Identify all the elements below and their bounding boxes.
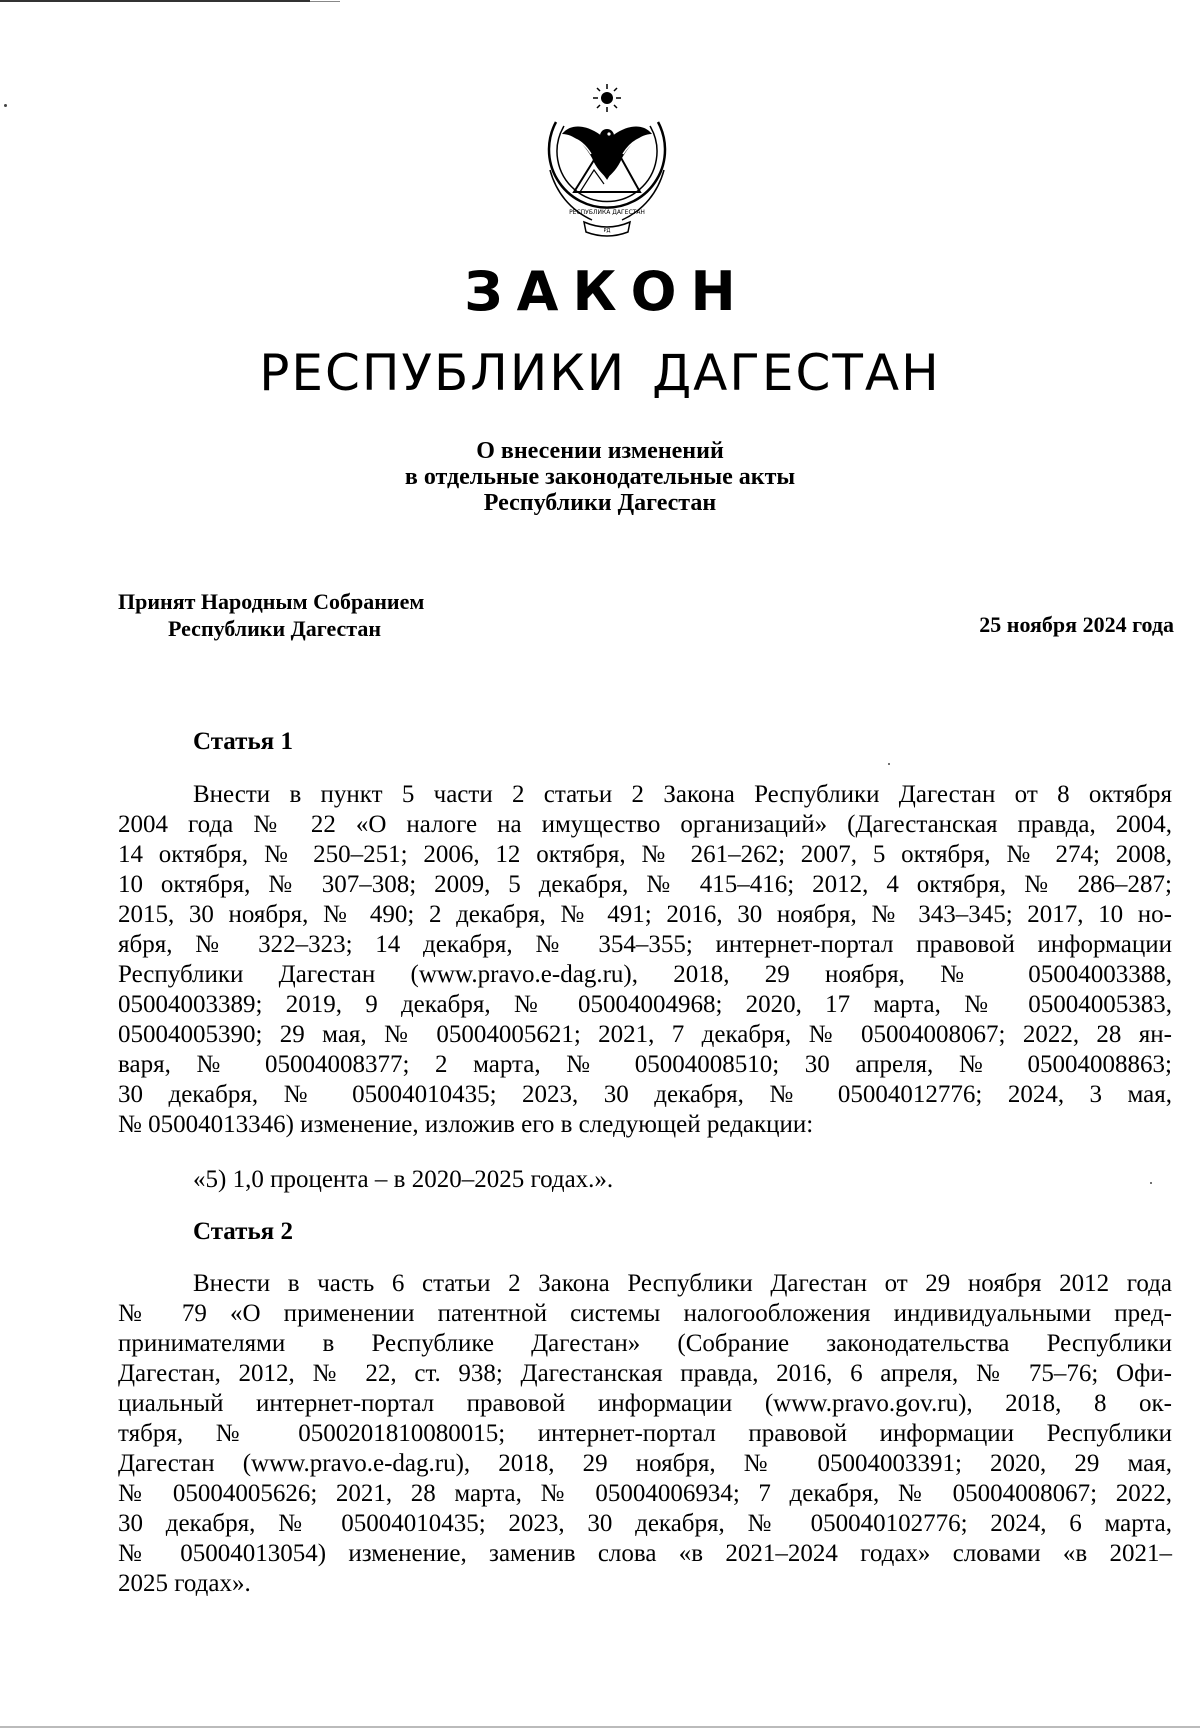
article-1-line: 14 октября, № 250–251; 2006, 12 октября, № 261–262; 2007, 5 октября, № 274; 2008, <box>118 841 1172 868</box>
article-2-line: 30 декабря, № 05004010435; 2023, 30 декабря, № 050040102776; 2024, 6 марта, <box>118 1510 1172 1537</box>
article-1-line: 30 декабря, № 05004010435; 2023, 30 декабря, № 05004012776; 2024, 3 мая, <box>118 1081 1172 1108</box>
article-1-line: варя, № 05004008377; 2 марта, № 05004008510; 30 апреля, № 05004008863; <box>118 1051 1172 1078</box>
scan-artifact-line <box>0 0 310 2</box>
article-2-line: № 05004005626; 2021, 28 марта, № 05004006934; 7 декабря, № 05004008067; 2022, <box>118 1480 1172 1507</box>
dagestan-coat-of-arms-icon <box>536 82 678 240</box>
article-1-line: 2004 года № 22 «О налоге на имущество организаций» (Дагестанская правда, 2004, <box>118 811 1172 838</box>
svg-text:РЕСПУБЛИКА ДАГЕСТАН: РЕСПУБЛИКА ДАГЕСТАН <box>569 209 645 216</box>
article-2-line: № 05004013054) изменение, заменив слова «в 2021–2024 годах» словами «в 2021– <box>118 1540 1172 1567</box>
article-1-line: № 05004013346) изменение, изложив его в следующей редакции: <box>118 1111 814 1138</box>
article-2-text <box>118 1269 1172 1599</box>
adoption-line-1: Принят Народным Собранием <box>118 589 425 614</box>
article-2-line: Дагестан, 2012, № 22, ст. 938; Дагестанская правда, 2016, 6 апреля, № 75–76; Офи- <box>118 1360 1172 1387</box>
law-subject-line: О внесении изменений <box>476 438 724 464</box>
law-subject-line: Республики Дагестан <box>483 490 717 516</box>
article-1-line: 05004003389; 2019, 9 декабря, № 05004004968; 2020, 17 марта, № 05004005383, <box>118 991 1172 1018</box>
article-1-line: 2015, 30 ноября, № 490; 2 декабря, № 491; 2016, 30 ноября, № 343–345; 2017, 10 но- <box>118 901 1172 928</box>
document-title: ЗАКОН <box>464 260 750 323</box>
adoption-line-2: Республики Дагестан <box>168 616 382 641</box>
article-2-heading: Статья 2 <box>193 1218 293 1245</box>
article-2-line: № 79 «О применении патентной системы налогообложения индивидуальными пред- <box>118 1300 1172 1327</box>
scan-speck <box>888 763 890 765</box>
article-2-line: циальный интернет-портал правовой информации (www.pravo.gov.ru), 2018, 8 ок- <box>118 1390 1172 1417</box>
adoption-authority <box>118 588 424 642</box>
article-1-line: ября, № 322–323; 14 декабря, № 354–355; интернет-портал правовой информации <box>118 931 1172 958</box>
scan-artifact-line <box>310 1 340 2</box>
article-1-text <box>118 780 1172 1140</box>
article-1-heading: Статья 1 <box>193 728 293 755</box>
article-1-quote: «5) 1,0 процента – в 2020–2025 годах.». <box>193 1166 614 1193</box>
adoption-date: 25 ноября 2024 года <box>979 612 1174 637</box>
law-subject-line: в отдельные законодательные акты <box>404 464 796 490</box>
scan-speck <box>1150 1182 1152 1184</box>
article-2-line: Внести в часть 6 статьи 2 Закона Республики Дагестан от 29 ноября 2012 года <box>193 1270 1172 1297</box>
article-2-line: тября, № 0500201810080015; интернет-портал правовой информации Республики <box>118 1420 1172 1447</box>
article-2-line: Дагестан (www.pravo.e-dag.ru), 2018, 29 ноября, № 05004003391; 2020, 29 мая, <box>118 1450 1172 1477</box>
article-1-line: Республики Дагестан (www.pravo.e-dag.ru), 2018, 29 ноября, № 05004003388, <box>118 961 1172 988</box>
article-2-line: 2025 годах». <box>118 1570 251 1597</box>
document-subtitle: РЕСПУБЛИКИ ДАГЕСТАН <box>259 344 941 402</box>
article-1-line: Внести в пункт 5 части 2 статьи 2 Закона Республики Дагестан от 8 октября <box>193 781 1172 808</box>
svg-text:РД: РД <box>603 228 611 234</box>
article-1-line: 05004005390; 29 мая, № 05004005621; 2021, 7 декабря, № 05004008067; 2022, 28 ян- <box>118 1021 1172 1048</box>
scan-speck <box>4 104 7 107</box>
law-subject <box>0 438 1200 516</box>
article-1-line: 10 октября, № 307–308; 2009, 5 декабря, № 415–416; 2012, 4 октября, № 286–287; <box>118 871 1172 898</box>
article-2-line: принимателями в Республике Дагестан» (Собрание законодательства Республики <box>118 1330 1172 1357</box>
